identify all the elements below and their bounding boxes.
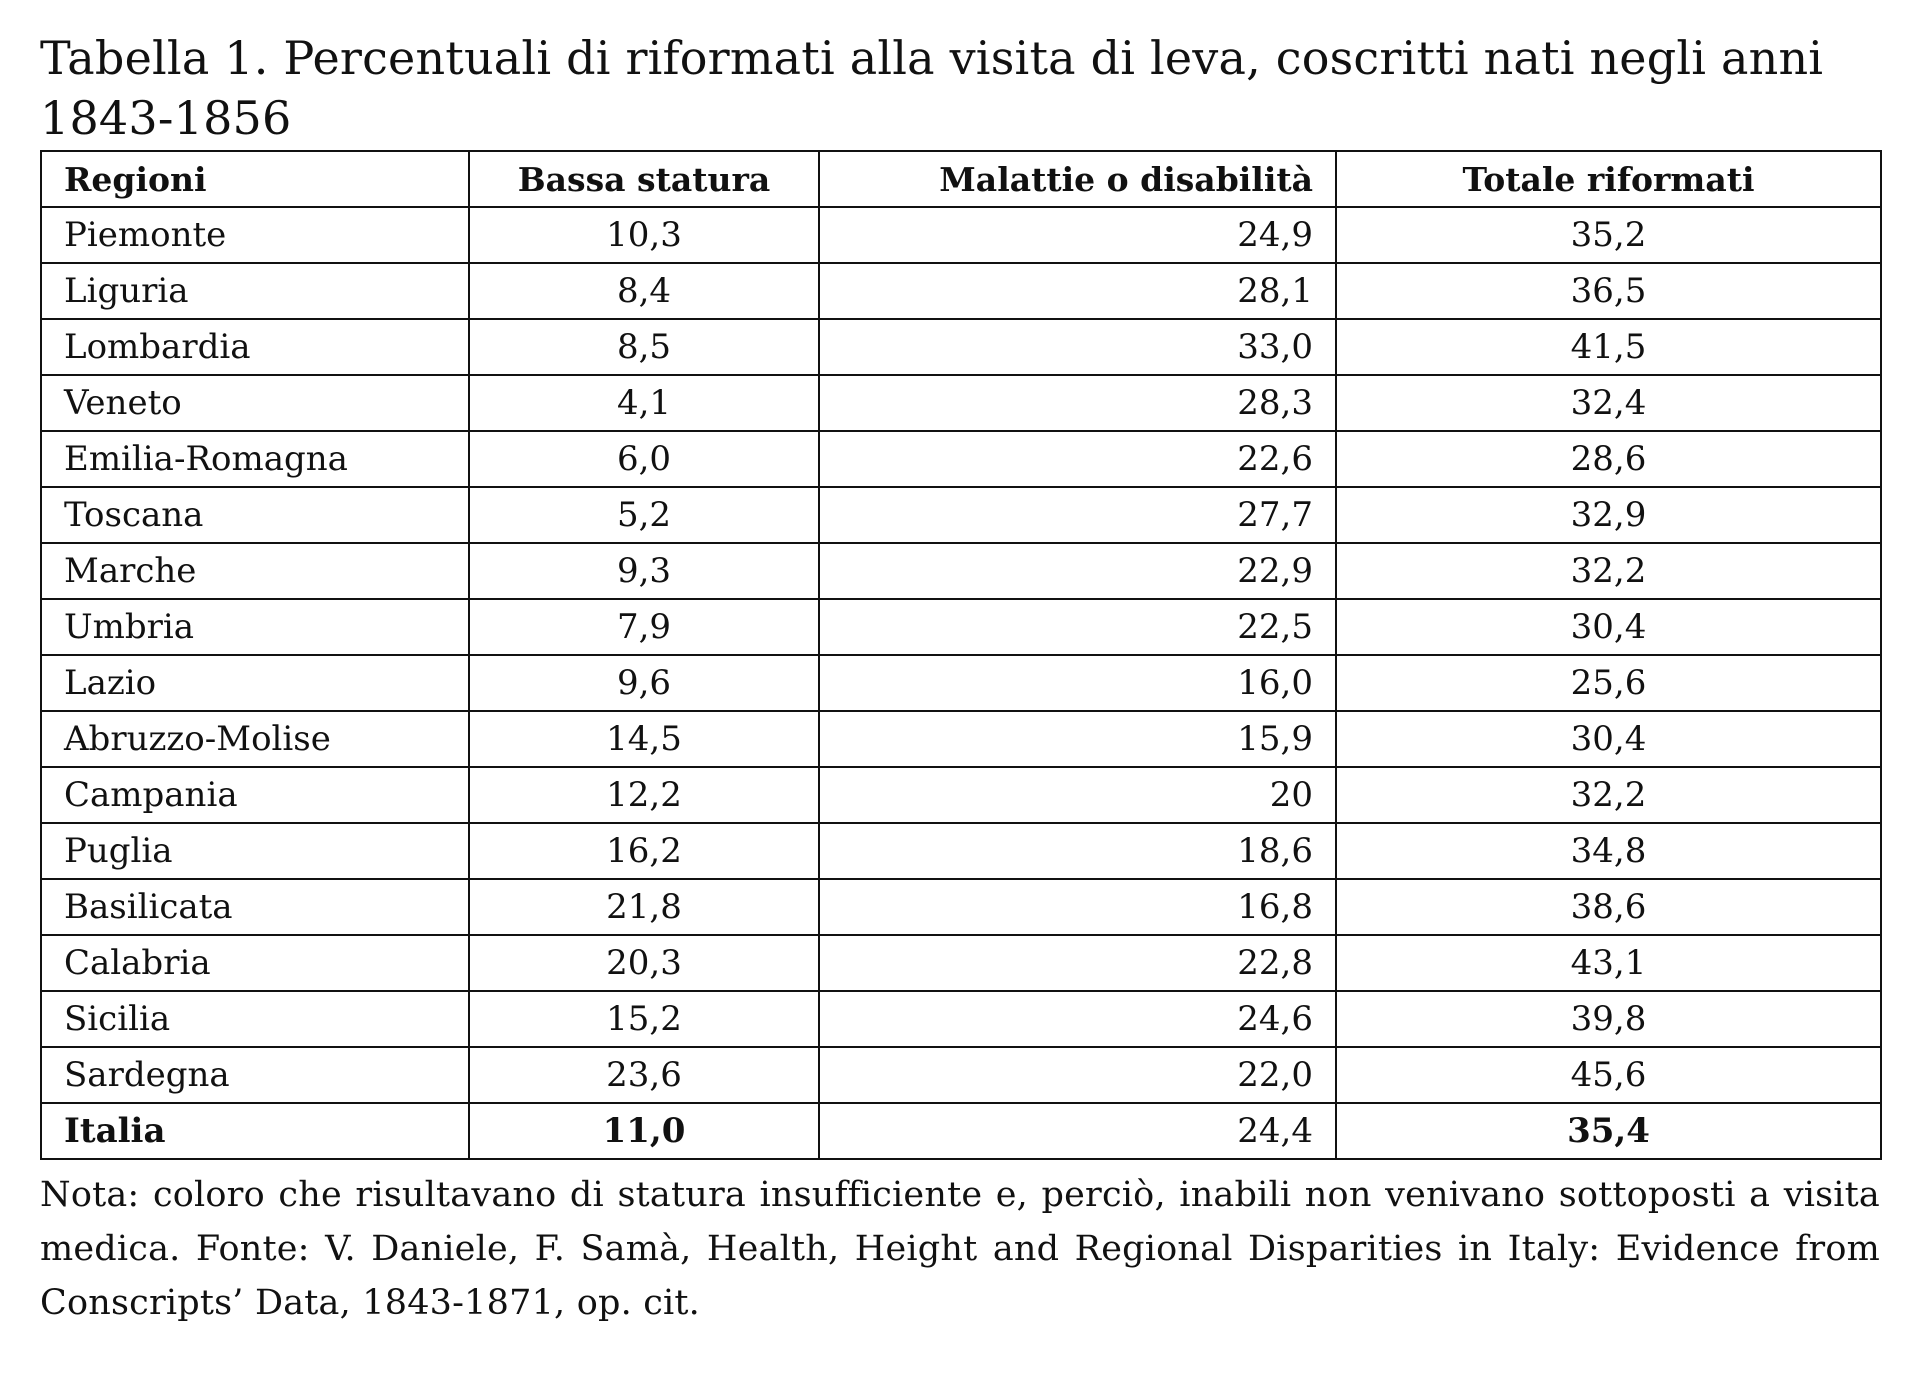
cell-totale: 32,4	[1336, 375, 1881, 431]
cell-totale: 45,6	[1336, 1047, 1881, 1103]
header-regioni: Regioni	[41, 151, 469, 207]
cell-region: Basilicata	[41, 879, 469, 935]
cell-bassa-statura: 7,9	[469, 599, 819, 655]
total-cell-bassa-statura: 11,0	[469, 1103, 819, 1159]
table-row	[41, 319, 1881, 375]
cell-bassa-statura: 12,2	[469, 767, 819, 823]
table-row	[41, 599, 1881, 655]
cell-totale: 36,5	[1336, 263, 1881, 319]
cell-bassa-statura: 16,2	[469, 823, 819, 879]
cell-malattie: 22,5	[819, 599, 1336, 655]
cell-bassa-statura: 23,6	[469, 1047, 819, 1103]
cell-malattie: 24,9	[819, 207, 1336, 263]
cell-region: Abruzzo-Molise	[41, 711, 469, 767]
table-note: Nota: coloro che risultavano di statura insufficiente e, perciò, inabili non venivano sottoposti a visita medica. Fonte: V. Daniele, F. Samà, Health, Height and Regional Disparities in Italy: Evidence from Conscripts’ Data, 1843-1871, op. cit.	[40, 1175, 1880, 1323]
cell-bassa-statura: 5,2	[469, 487, 819, 543]
cell-malattie: 15,9	[819, 711, 1336, 767]
cell-totale: 41,5	[1336, 319, 1881, 375]
data-table	[40, 150, 1882, 1160]
document-page	[40, 28, 1880, 1330]
cell-region: Campania	[41, 767, 469, 823]
table-row	[41, 655, 1881, 711]
cell-region: Calabria	[41, 935, 469, 991]
cell-malattie: 18,6	[819, 823, 1336, 879]
table-row	[41, 711, 1881, 767]
cell-malattie: 24,6	[819, 991, 1336, 1047]
table-row	[41, 1047, 1881, 1103]
table-row	[41, 935, 1881, 991]
cell-region: Toscana	[41, 487, 469, 543]
cell-malattie: 16,8	[819, 879, 1336, 935]
cell-malattie: 33,0	[819, 319, 1336, 375]
cell-region: Veneto	[41, 375, 469, 431]
cell-totale: 32,9	[1336, 487, 1881, 543]
cell-bassa-statura: 20,3	[469, 935, 819, 991]
table-row	[41, 991, 1881, 1047]
cell-totale: 32,2	[1336, 767, 1881, 823]
table-row	[41, 263, 1881, 319]
total-cell-malattie: 24,4	[819, 1103, 1336, 1159]
cell-malattie: 22,8	[819, 935, 1336, 991]
table-total-row	[41, 1103, 1881, 1159]
cell-bassa-statura: 15,2	[469, 991, 819, 1047]
cell-totale: 35,2	[1336, 207, 1881, 263]
cell-totale: 38,6	[1336, 879, 1881, 935]
table-body	[41, 207, 1881, 1159]
cell-totale: 25,6	[1336, 655, 1881, 711]
table-title: Tabella 1. Percentuali di riformati alla visita di leva, coscritti nati negli anni 1843-1856	[40, 31, 1824, 145]
cell-region: Lazio	[41, 655, 469, 711]
cell-malattie: 27,7	[819, 487, 1336, 543]
cell-bassa-statura: 10,3	[469, 207, 819, 263]
cell-malattie: 28,1	[819, 263, 1336, 319]
cell-totale: 43,1	[1336, 935, 1881, 991]
total-cell-totale: 35,4	[1336, 1103, 1881, 1159]
cell-region: Piemonte	[41, 207, 469, 263]
cell-malattie: 22,6	[819, 431, 1336, 487]
header-bassa-statura: Bassa statura	[469, 151, 819, 207]
cell-region: Liguria	[41, 263, 469, 319]
cell-region: Puglia	[41, 823, 469, 879]
table-row	[41, 879, 1881, 935]
cell-totale: 32,2	[1336, 543, 1881, 599]
table-row	[41, 487, 1881, 543]
cell-totale: 34,8	[1336, 823, 1881, 879]
cell-malattie: 20	[819, 767, 1336, 823]
cell-totale: 28,6	[1336, 431, 1881, 487]
cell-bassa-statura: 21,8	[469, 879, 819, 935]
table-row	[41, 375, 1881, 431]
table-row	[41, 767, 1881, 823]
cell-malattie: 28,3	[819, 375, 1336, 431]
cell-region: Umbria	[41, 599, 469, 655]
cell-region: Marche	[41, 543, 469, 599]
header-totale: Totale riformati	[1336, 151, 1881, 207]
table-row	[41, 431, 1881, 487]
cell-totale: 30,4	[1336, 711, 1881, 767]
cell-bassa-statura: 8,4	[469, 263, 819, 319]
header-malattie: Malattie o disabilità	[819, 151, 1336, 207]
cell-bassa-statura: 9,6	[469, 655, 819, 711]
cell-malattie: 16,0	[819, 655, 1336, 711]
table-header-row	[41, 151, 1881, 207]
cell-bassa-statura: 8,5	[469, 319, 819, 375]
table-row	[41, 543, 1881, 599]
cell-region: Lombardia	[41, 319, 469, 375]
table-row	[41, 823, 1881, 879]
cell-malattie: 22,9	[819, 543, 1336, 599]
cell-totale: 30,4	[1336, 599, 1881, 655]
cell-region: Sicilia	[41, 991, 469, 1047]
cell-region: Emilia-Romagna	[41, 431, 469, 487]
cell-region: Sardegna	[41, 1047, 469, 1103]
cell-bassa-statura: 6,0	[469, 431, 819, 487]
cell-bassa-statura: 4,1	[469, 375, 819, 431]
cell-malattie: 22,0	[819, 1047, 1336, 1103]
table-row	[41, 207, 1881, 263]
cell-bassa-statura: 14,5	[469, 711, 819, 767]
total-cell-region: Italia	[41, 1103, 469, 1159]
cell-totale: 39,8	[1336, 991, 1881, 1047]
cell-bassa-statura: 9,3	[469, 543, 819, 599]
